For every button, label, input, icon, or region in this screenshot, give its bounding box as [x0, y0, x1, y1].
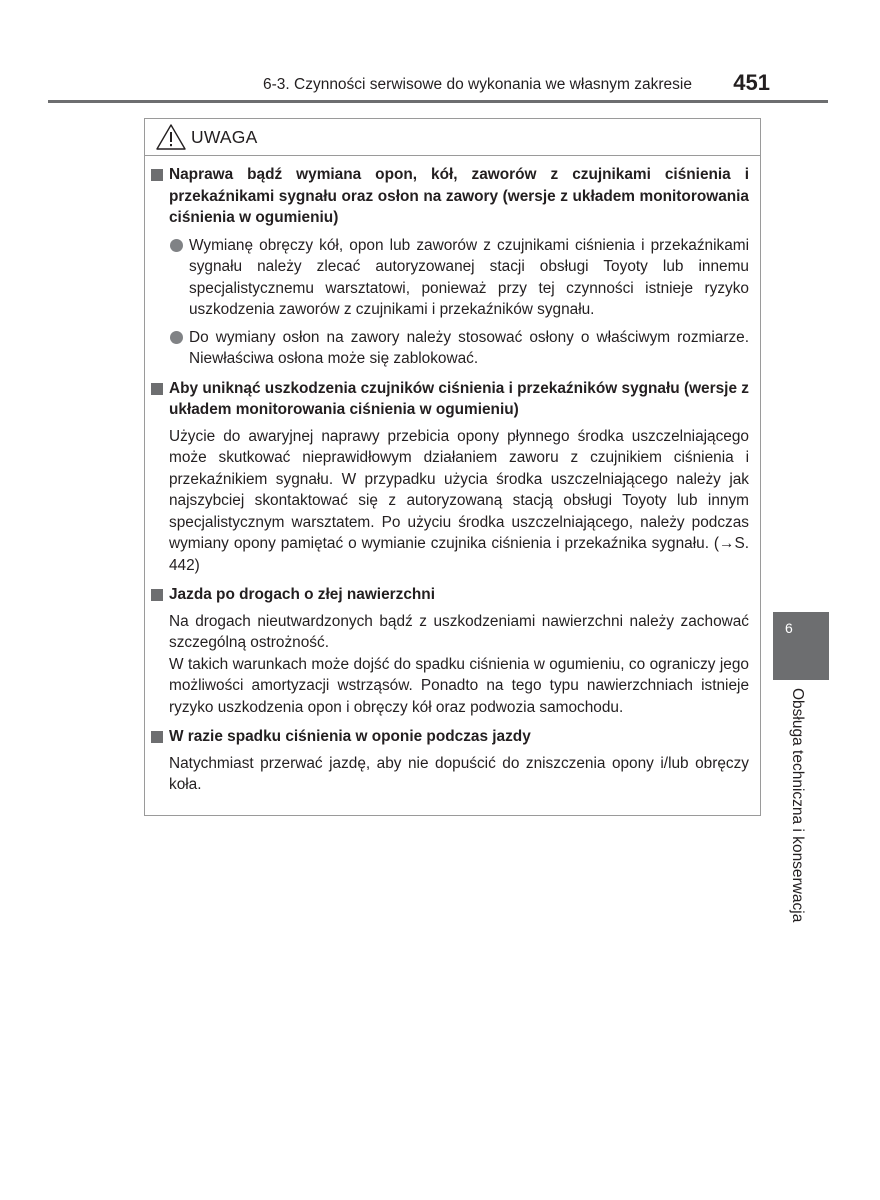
chapter-label: Obsługa techniczna i konserwacja	[789, 688, 806, 923]
paragraph: Natychmiast przerwać jazdę, aby nie dopuścić do zniszczenia opony i/lub obręczy koła.	[169, 754, 749, 793]
section-title: 6-3. Czynności serwisowe do wykonania we własnym zakresie	[262, 76, 692, 93]
paragraph: Na drogach nieutwardzonych bądź z uszkodzeniami nawierzchni należy zachować szczególną ostrożność.	[169, 612, 749, 651]
circle-bullet-icon	[170, 239, 183, 252]
caution-divider	[145, 155, 760, 156]
caution-box	[144, 118, 761, 816]
chapter-tab	[773, 612, 829, 680]
page-header	[48, 70, 828, 104]
section-heading: Naprawa bądź wymiana opon, kół, zaworów z czujnikami ciśnienia i przekaźnikami sygnału oraz osłon na zawory (wersje z układem monitorowania ciśnienia w ogumieniu)	[151, 164, 749, 229]
caution-section	[151, 164, 749, 370]
section-heading: Aby uniknąć uszkodzenia czujników ciśnienia i przekaźników sygnału (wersje z układem monitorowania ciśnienia w ogumieniu)	[151, 378, 749, 421]
list-item: Wymianę obręczy kół, opon lub zaworów z czujnikami ciśnienia i przekaźnikami sygnału należy zlecać autoryzowanej stacji obsługi Toyoty lub innemu specjalistycznemu warsztatowi, ponieważ przy tej czynności istnieje ryzyko uszkodzenia zaworów z czujnikami i przekaźników sygnału.	[151, 235, 749, 321]
caution-section	[151, 584, 749, 718]
circle-bullet-icon	[170, 331, 183, 344]
section-heading: W razie spadku ciśnienia w oponie podczas jazdy	[151, 726, 749, 748]
header-divider	[48, 100, 828, 103]
paragraph: W takich warunkach może dojść do spadku ciśnienia w ogumieniu, co ograniczy jego możliwości amortyzacji wstrząsów. Ponadto na tego typu nawierzchniach istnieje ryzyko uszkodzenia opon i obręczy kół oraz podwozia samochodu.	[169, 655, 749, 716]
caution-content	[151, 164, 749, 800]
caution-section	[151, 378, 749, 577]
caution-title: UWAGA	[191, 127, 258, 147]
chapter-number: 6	[785, 620, 793, 636]
list-item: Do wymiany osłon na zawory należy stosować osłony o właściwym rozmiarze. Niewłaściwa osłona może się zablokować.	[151, 327, 749, 370]
square-bullet-icon	[151, 589, 163, 601]
square-bullet-icon	[151, 731, 163, 743]
square-bullet-icon	[151, 383, 163, 395]
paragraph: Użycie do awaryjnej naprawy przebicia opony płynnego środka uszczelniającego może skutkować nieprawidłowym działaniem zaworu z czujnikiem ciśnienia i przekaźnikiem sygnału. W przypadku użycia środka uszczelniającego należy jak najszybciej skontaktować się z autoryzowaną stacją obsługi Toyoty lub innym specjalistycznym warsztatem. Po użyciu środka uszczelniającego, należy podczas wymiany opony pamiętać o wymianie czujnika ciśnienia i przekaźnika sygnału. (→S. 442)	[169, 427, 749, 574]
section-heading: Jazda po drogach o złej nawierzchni	[151, 584, 749, 606]
warning-triangle-icon	[155, 123, 187, 151]
square-bullet-icon	[151, 169, 163, 181]
page-number: 451	[733, 70, 770, 95]
caution-section	[151, 726, 749, 796]
